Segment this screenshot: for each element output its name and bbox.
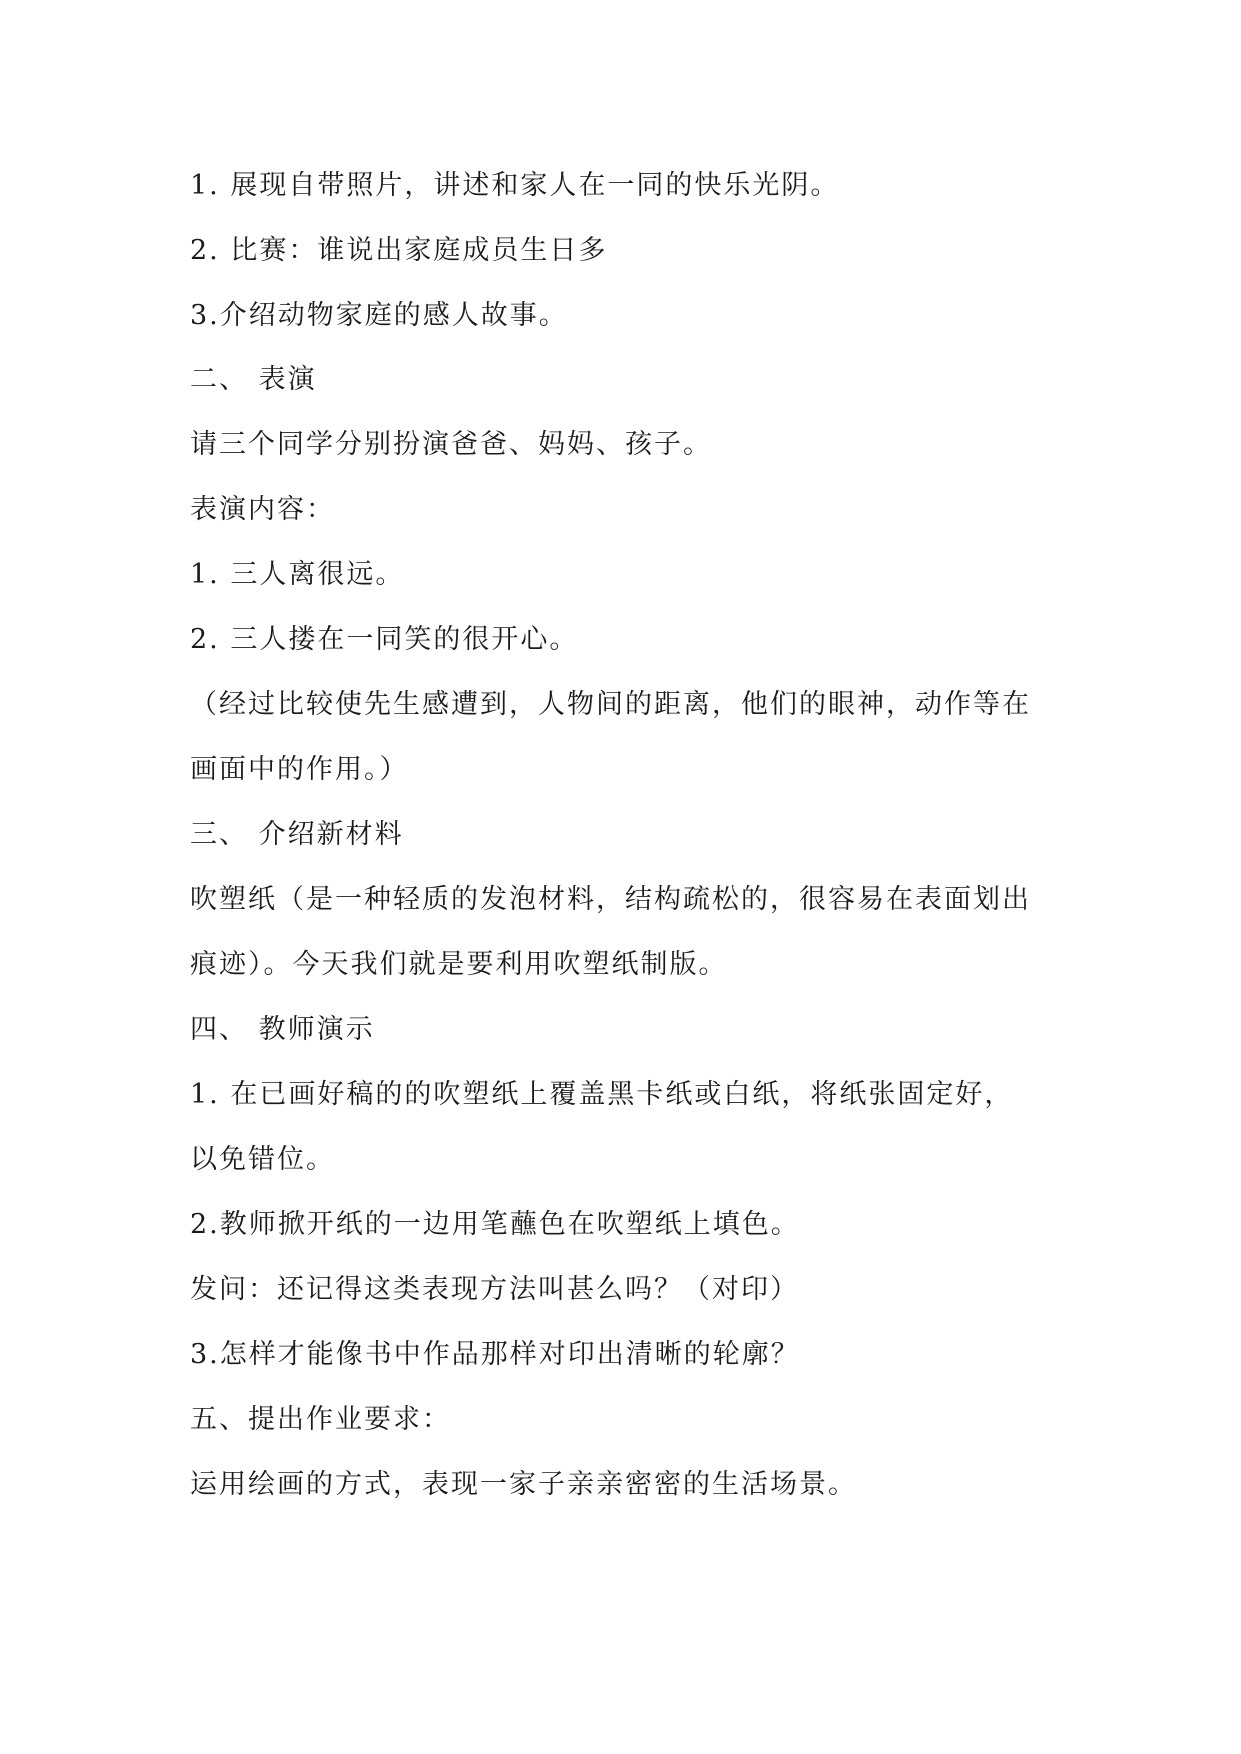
text-line: 表演内容： [190,494,335,525]
text-line: 1. 在已画好稿的的吹塑纸上覆盖黑卡纸或白纸，将纸张固定好， [190,1079,1014,1110]
section-heading: 二、 表演 [190,364,317,395]
section-heading: 四、 教师演示 [190,1014,375,1045]
text-line: 运用绘画的方式，表现一家子亲亲密密的生活场景。 [190,1469,857,1500]
text-line: 画面中的作用。） [190,754,409,785]
section-heading: 五、提出作业要求： [190,1404,451,1435]
text-line: 3.介绍动物家庭的感人故事。 [190,300,568,331]
text-line: 请三个同学分别扮演爸爸、妈妈、孩子。 [190,429,712,460]
text-line: 2. 三人搂在一同笑的很开心。 [190,624,579,655]
text-line: 吹塑纸（是一种轻质的发泡材料，结构疏松的，很容易在表面划出 [190,884,1031,915]
text-line: （经过比较使先生感遭到，人物间的距离，他们的眼神，动作等在 [190,689,1031,720]
text-line: 1. 三人离很远。 [190,559,405,590]
text-line: 3.怎样才能像书中作品那样对印出清晰的轮廓？ [190,1339,800,1370]
text-line: 1. 展现自带照片，讲述和家人在一同的快乐光阴。 [190,170,840,201]
text-line: 痕迹）。今天我们就是要利用吹塑纸制版。 [190,949,728,980]
text-line: 以免错位。 [190,1144,335,1175]
text-line: 2. 比赛：谁说出家庭成员生日多 [190,235,608,266]
section-heading: 三、 介绍新材料 [190,819,404,850]
text-line: 发问：还记得这类表现方法叫甚么吗？（对印） [190,1274,799,1305]
text-line: 2.教师掀开纸的一边用笔蘸色在吹塑纸上填色。 [190,1209,800,1240]
